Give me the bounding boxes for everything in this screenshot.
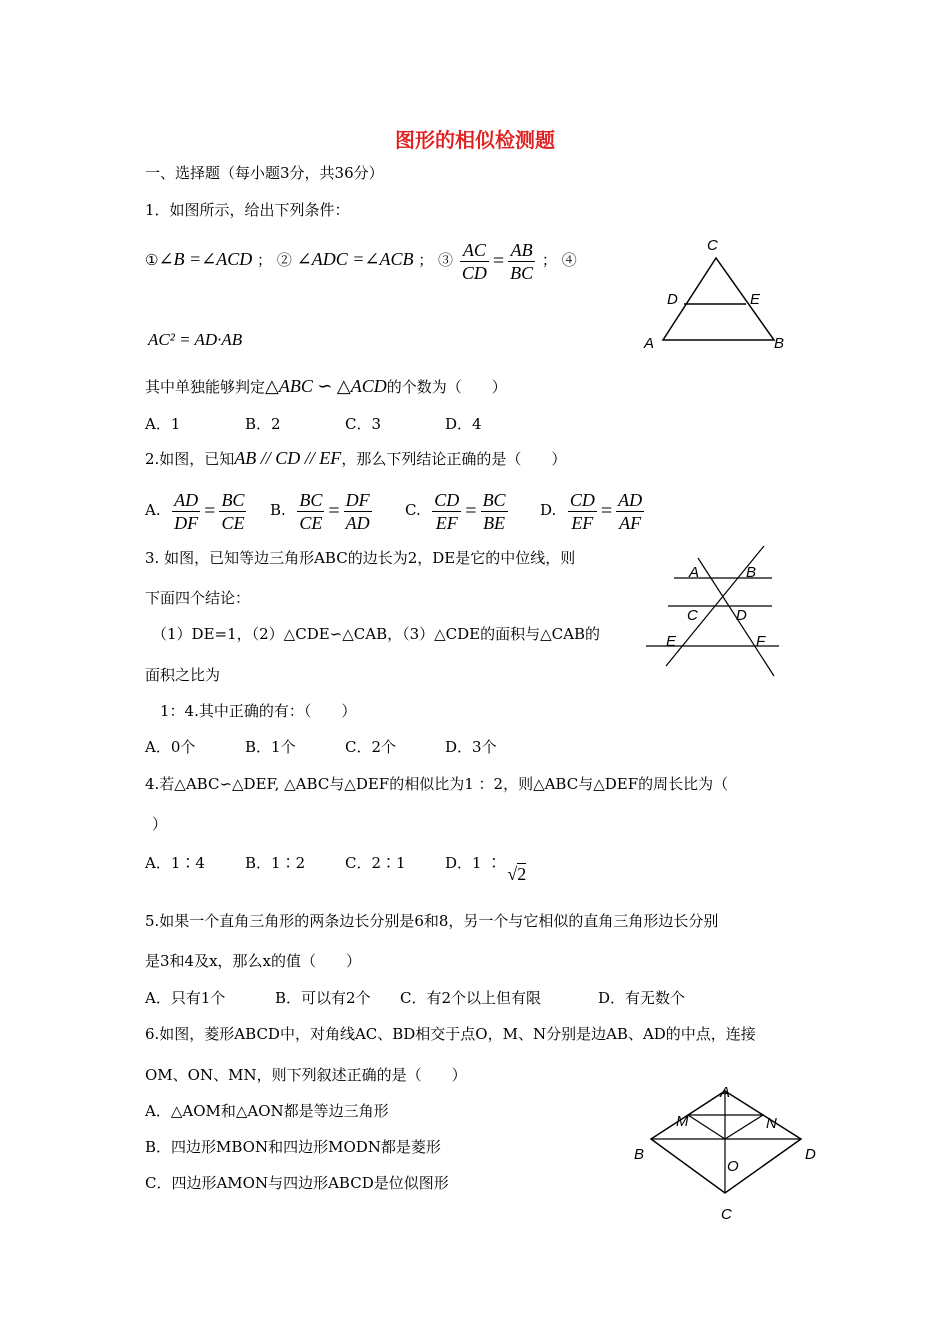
q2-stem: [145, 448, 566, 469]
q6-rhombus-figure: [625, 1080, 825, 1230]
q1-ask-pre: 其中单独能够判定: [145, 378, 266, 396]
q4-option-c[interactable]: C．2∶1: [345, 854, 406, 872]
q1-sep2: ；: [418, 251, 434, 269]
q5-option-a[interactable]: A．只有1个: [145, 989, 226, 1007]
q6-label-d: D: [805, 1146, 816, 1163]
q3-option-d[interactable]: D．3个: [445, 738, 497, 756]
q6-label-b: B: [634, 1146, 645, 1163]
q6-label-c: C: [721, 1206, 732, 1223]
q5-line-2: 是3和4及x，那么x的值（ ）: [145, 952, 362, 970]
q2-label-f: F: [756, 633, 766, 650]
q5-option-b[interactable]: B．可以有2个: [275, 989, 371, 1007]
q1-options: [145, 414, 482, 434]
q5-option-c[interactable]: C．有2个以上但有限: [400, 989, 542, 1007]
q1-c4-mark: ④: [561, 251, 577, 269]
q1-ask-math: △ABC ∽ △ACD: [265, 376, 387, 396]
q3-line-3: （1）DE=1，（2）△CDE∽△CAB，（3）△CDE的面积与△CAB的: [152, 625, 601, 643]
q1-option-d[interactable]: D．4: [445, 415, 482, 433]
q4-line-1: 4.若△ABC∽△DEF, △ABC与△DEF的相似比为1 ：2，则△ABC与△DEF的周长比为（: [145, 775, 729, 793]
q1-c3-frac2: $\frac{AB}{BC}$: [510, 239, 534, 283]
q1-stem: 1．如图所示，给出下列条件：: [145, 201, 350, 219]
q1-c1: ∠B =∠ACD: [158, 249, 253, 269]
q6-label-n: N: [766, 1115, 777, 1132]
q2-option-d[interactable]: D. $\frac{CD}{EF}$ = $\frac{AD}{AF}$: [540, 489, 643, 533]
q6-option-c[interactable]: C．四边形AMON与四边形ABCD是位似图形: [145, 1174, 449, 1192]
q1-label-c: C: [707, 237, 718, 254]
q1-c2: ∠ADC =∠ACB: [296, 249, 414, 269]
q1-c3-mark: ③: [438, 251, 454, 269]
section-heading: 一、选择题（每小题3分，共36分）: [145, 164, 384, 182]
q6-label-a: A: [720, 1084, 731, 1101]
q2-label-b: B: [746, 564, 757, 581]
q2-stem-pre: 2.如图，已知: [145, 450, 235, 468]
q4-options: [145, 850, 527, 884]
q5-option-d[interactable]: D．有无数个: [598, 989, 686, 1007]
q1-label-e: E: [750, 291, 761, 308]
page-title: 图形的相似检测题: [395, 128, 555, 152]
q1-sep3: ；: [541, 251, 557, 269]
q5-line-1: 5.如果一个直角三角形的两条边长分别是6和8，另一个与它相似的直角三角形边长分别: [145, 912, 719, 930]
q3-option-b[interactable]: B．1个: [245, 738, 296, 756]
q1-ask-post: 的个数为（ ）: [386, 378, 507, 396]
q6-option-b[interactable]: B．四边形MBON和四边形MODN都是菱形: [145, 1138, 441, 1156]
q6-label-o: O: [727, 1158, 739, 1175]
q1-c2-mark: ②: [276, 251, 292, 269]
q1-label-a: A: [644, 335, 655, 352]
q2-label-d: D: [736, 607, 747, 624]
q1-label-b: B: [774, 335, 785, 352]
q6-segment-on: [725, 1115, 763, 1139]
q2-option-c[interactable]: C. $\frac{CD}{EF}$ = $\frac{BC}{BE}$: [405, 489, 506, 533]
q6-label-m: M: [676, 1113, 689, 1130]
q3-option-c[interactable]: C．2个: [345, 738, 397, 756]
q2-option-b[interactable]: B. $\frac{BC}{CE}$ = $\frac{DF}{AD}$: [270, 489, 370, 533]
q4-line-2: ）: [152, 815, 168, 833]
q4-sqrt: √2: [507, 864, 527, 884]
q3-line-2: 下面四个结论：: [145, 589, 251, 607]
q3-line-1: 3. 如图，已知等边三角形ABC的边长为2，DE是它的中位线，则: [145, 549, 576, 567]
q1-ask: [145, 376, 507, 397]
q1-sep: ；: [257, 251, 273, 269]
q3-line-5: 1：4.其中正确的有：（ ）: [160, 702, 357, 720]
q2-stem-post: ，那么下列结论正确的是（ ）: [341, 450, 567, 468]
q1-option-a[interactable]: A．1: [145, 415, 181, 433]
q2-option-a[interactable]: A. $\frac{AD}{DF}$ = $\frac{BC}{CE}$: [145, 489, 245, 533]
q2-label-e: E: [666, 633, 677, 650]
q6-option-a[interactable]: A．△AOM和△AON都是等边三角形: [145, 1102, 389, 1120]
q3-line-4: 面积之比为: [145, 666, 221, 684]
q2-label-c: C: [687, 607, 698, 624]
q3-option-a[interactable]: A．0个: [145, 738, 196, 756]
q4-option-a[interactable]: A．1∶4: [145, 854, 205, 872]
q2-parallel-lines-figure: [640, 540, 785, 685]
q1-c4: AC² = AD·AB: [148, 330, 243, 349]
q2-options: [145, 486, 646, 534]
q4-option-d[interactable]: [445, 850, 527, 884]
q5-options: [145, 988, 685, 1008]
q4-option-d-text: D．1 ∶: [445, 854, 502, 872]
q1-c3-frac1: $\frac{AC}{CD}$: [461, 239, 487, 283]
q4-sqrt-radicand: 2: [517, 864, 527, 884]
q6-rhombus-abcd: [651, 1091, 801, 1193]
q1-option-c[interactable]: C．3: [345, 415, 382, 433]
q6-line-2: OM、ON、MN，则下列叙述正确的是（ ）: [145, 1066, 467, 1084]
q6-line-1: 6.如图，菱形ABCD中，对角线AC、BD相交于点O，M、N分别是边AB、AD的中点，连接: [145, 1025, 756, 1043]
q1-option-b[interactable]: B．2: [245, 415, 281, 433]
q1-triangle-figure: [635, 230, 795, 355]
q1-conditions: ①∠B =∠ACD ； ② ∠ADC =∠ACB ； ③ $\frac{AC}{CD}$ = $\frac{AB}{BC}$ ； ④: [145, 239, 577, 283]
q6-segment-om: [688, 1115, 725, 1139]
q3-options: [145, 737, 497, 757]
q4-option-b[interactable]: B．1∶2: [245, 854, 306, 872]
q1-c1-mark: ①: [145, 251, 159, 269]
q1-label-d: D: [667, 291, 678, 308]
q2-label-a: A: [689, 564, 700, 581]
q2-stem-math: AB // CD // EF: [234, 448, 342, 468]
